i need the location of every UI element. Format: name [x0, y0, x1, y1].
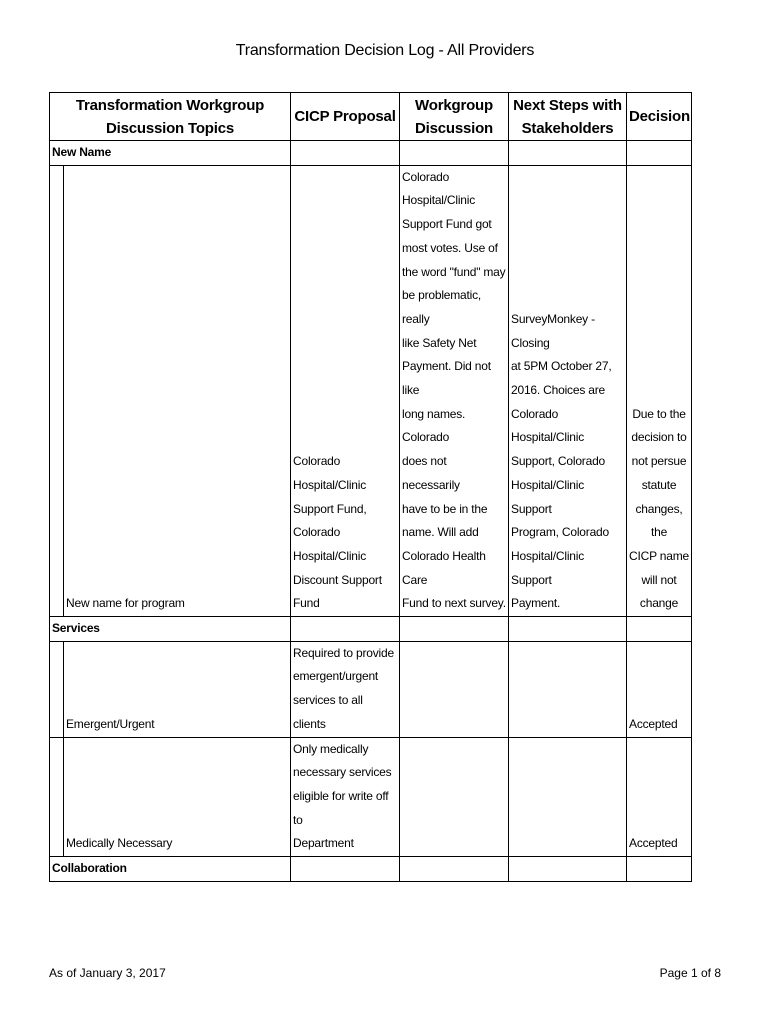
next-steps-cell [509, 737, 627, 857]
table-row [50, 737, 692, 857]
header-topics: Transformation Workgroup Discussion Topics [50, 93, 291, 141]
section-label: Collaboration [50, 857, 291, 882]
header-row [50, 93, 692, 141]
document-title: Transformation Decision Log - All Providers [235, 42, 535, 59]
proposal-cell: Required to provide emergent/urgent services to all clients [291, 641, 400, 737]
section-row-services [50, 617, 692, 642]
header-discussion: Workgroup Discussion [400, 93, 509, 141]
discussion-cell: Colorado Hospital/Clinic Support Fund got most votes. Use of the word "fund" may be problematic, really like Safety Net Payment. Did not like long names. Colorado does not necessarily have to be in the name. Will add Colorado Health Care Fund to next survey. [400, 165, 509, 616]
section-row-new-name [50, 141, 692, 166]
section-label: New Name [50, 141, 291, 166]
discussion-cell [400, 641, 509, 737]
indent-cell [50, 641, 64, 737]
decision-cell: Accepted [627, 641, 692, 737]
footer-date: As of January 3, 2017 [49, 966, 166, 980]
section-row-collaboration [50, 857, 692, 882]
proposal-cell: Only medically necessary services eligible for write off to Department [291, 737, 400, 857]
topic-cell: Medically Necessary [64, 737, 291, 857]
indent-cell [50, 165, 64, 616]
next-steps-cell: SurveyMonkey - Closing at 5PM October 27, 2016. Choices are Colorado Hospital/Clinic Support, Colorado Hospital/Clinic Support Program, Colorado Hospital/Clinic Support Payment. [509, 165, 627, 616]
decision-log-table [49, 92, 692, 882]
header-decision: Decision [627, 93, 692, 141]
table-row [50, 165, 692, 616]
section-label: Services [50, 617, 291, 642]
proposal-cell: Colorado Hospital/Clinic Support Fund, Colorado Hospital/Clinic Discount Support Fund [291, 165, 400, 616]
topic-cell: New name for program [64, 165, 291, 616]
discussion-cell [400, 737, 509, 857]
table-row [50, 641, 692, 737]
next-steps-cell [509, 641, 627, 737]
decision-cell: Due to the decision to not persue statute changes, the CICP name will not change [627, 165, 692, 616]
indent-cell [50, 737, 64, 857]
topic-cell: Emergent/Urgent [64, 641, 291, 737]
footer-page-number: Page 1 of 8 [659, 966, 721, 980]
header-proposal: CICP Proposal [291, 93, 400, 141]
decision-cell: Accepted [627, 737, 692, 857]
header-next-steps: Next Steps with Stakeholders [509, 93, 627, 141]
